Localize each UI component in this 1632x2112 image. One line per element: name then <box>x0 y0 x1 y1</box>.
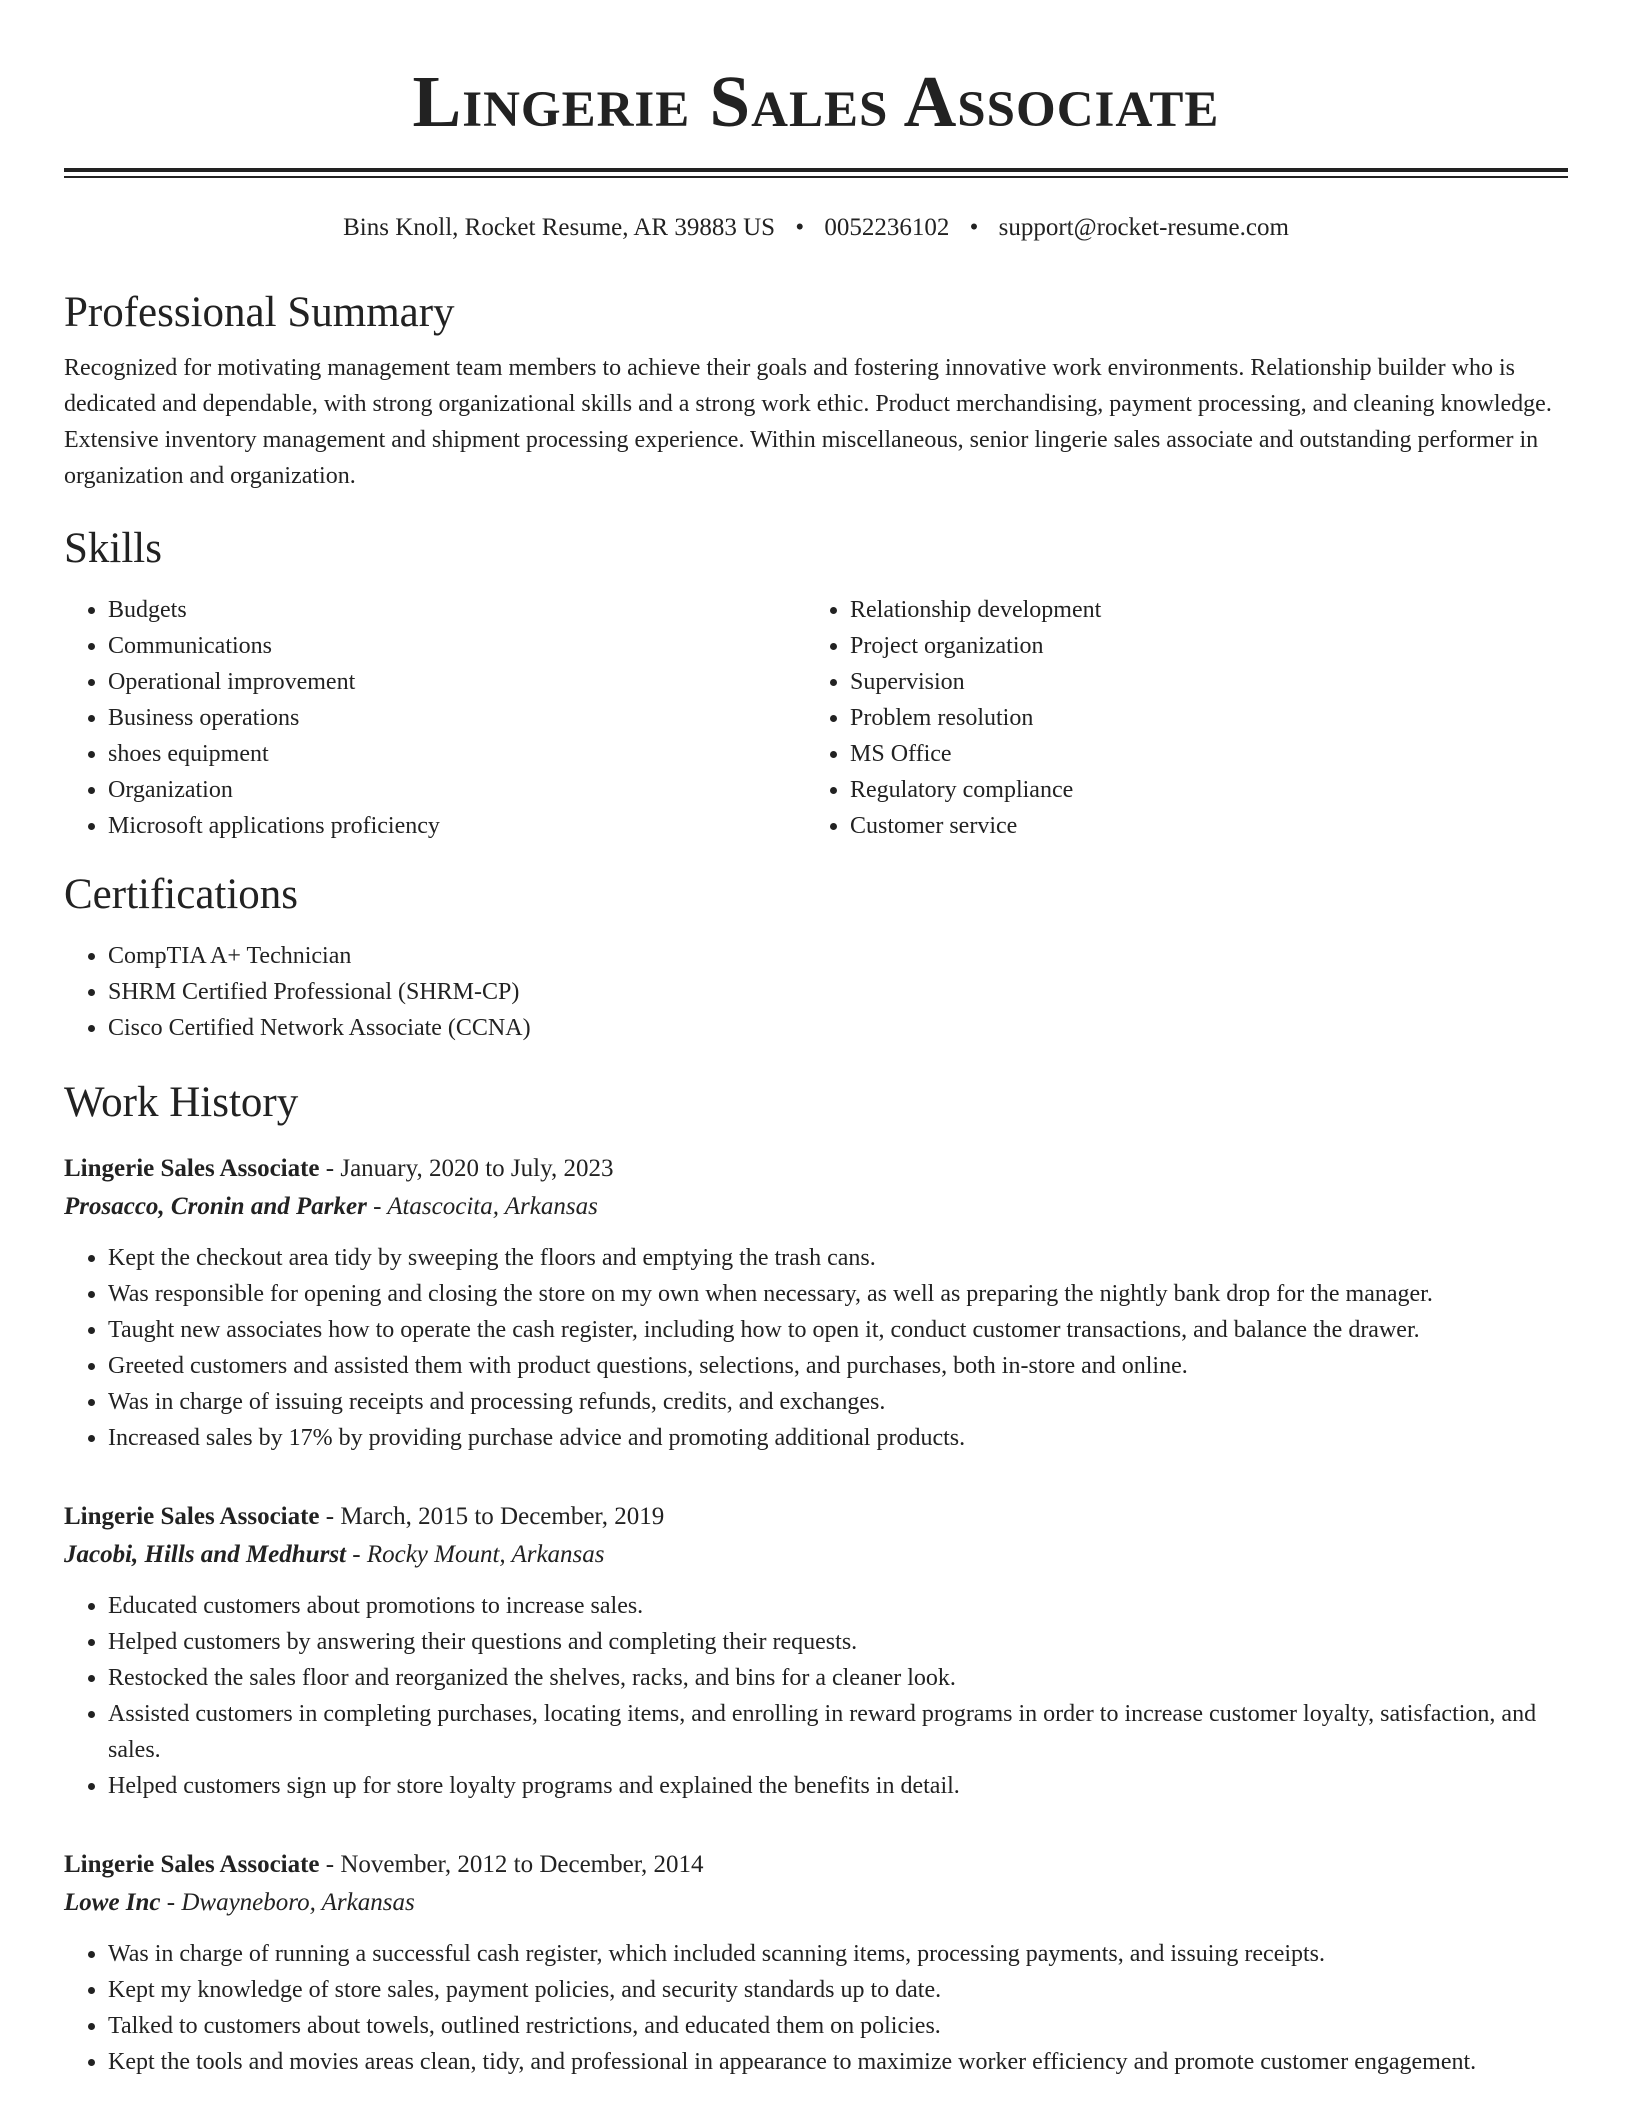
skill-item: • Regulatory compliance <box>850 772 1548 808</box>
job-role: Lingerie Sales Associate <box>64 1851 320 1878</box>
certifications-heading: Certifications <box>64 871 299 918</box>
contact-separator: • <box>795 214 805 241</box>
skill-item: • Relationship development <box>850 592 1548 628</box>
job-duty-item: • Was in charge of running a successful cash register, which included scanning items, processing payments, and issuing receipts. <box>108 1936 1568 1972</box>
job-duties-list <box>64 1936 1568 2080</box>
skill-item: • Budgets <box>108 592 806 628</box>
job-duty-item: • Helped customers by answering their questions and completing their requests. <box>108 1624 1568 1660</box>
certifications-list <box>64 938 1568 1046</box>
skill-item: • Supervision <box>850 664 1548 700</box>
skills-column-right <box>806 592 1548 844</box>
summary-text: Recognized for motivating management team members to achieve their goals and fostering innovative work environments. Relationship builder who is dedicated and dependable, with strong organizational skills and a strong work ethic. Product merchandising, payment processing, and cleaning knowledge. Extensive inventory management and shipment processing experience. Within miscellaneous, senior lingerie sales associate and outstanding performer in organization and organization. <box>64 355 1552 489</box>
skill-item: • Customer service <box>850 808 1548 844</box>
job-dash: - <box>319 1851 341 1878</box>
contact-line <box>64 212 1568 244</box>
job-duties-list <box>64 1588 1568 1804</box>
title-divider-thin <box>64 176 1568 178</box>
skill-item: • Project organization <box>850 628 1548 664</box>
job-duty-item: • Kept the checkout area tidy by sweeping the floors and emptying the trash cans. <box>108 1240 1568 1276</box>
certification-item: • SHRM Certified Professional (SHRM-CP) <box>108 974 1568 1010</box>
job-dash: - <box>319 1503 341 1530</box>
job-duty-item: • Kept the tools and movies areas clean, tidy, and professional in appearance to maximize worker efficiency and promote customer engagement. <box>108 2044 1568 2080</box>
job-dates: January, 2020 to July, 2023 <box>340 1155 614 1182</box>
contact-phone: 0052236102 <box>824 214 950 241</box>
job-duty-item: • Was responsible for opening and closing the store on my own when necessary, as well as preparing the nightly bank drop for the manager. <box>108 1276 1568 1312</box>
skills-column-left <box>64 592 806 844</box>
job-duty-item: • Kept my knowledge of store sales, payment policies, and security standards up to date. <box>108 1972 1568 2008</box>
skill-item: • Business operations <box>108 700 806 736</box>
job-title-line <box>64 1150 1568 1188</box>
job-company-line <box>64 1884 1568 1922</box>
skill-item: • Organization <box>108 772 806 808</box>
skill-item: • Microsoft applications proficiency <box>108 808 806 844</box>
job-entry <box>64 1150 1568 1456</box>
job-duty-item: • Greeted customers and assisted them with product questions, selections, and purchases, both in-store and online. <box>108 1348 1568 1384</box>
skill-item: • shoes equipment <box>108 736 806 772</box>
skill-item: • Operational improvement <box>108 664 806 700</box>
skills-list-right <box>806 592 1548 844</box>
job-title-line <box>64 1498 1568 1536</box>
job-entry <box>64 1498 1568 1804</box>
job-dash: - <box>160 1889 182 1916</box>
title-divider-thick <box>64 168 1568 172</box>
job-role: Lingerie Sales Associate <box>64 1503 320 1530</box>
contact-separator: • <box>969 214 979 241</box>
skill-item: • Communications <box>108 628 806 664</box>
job-company-line <box>64 1536 1568 1574</box>
resume-title: Lingerie Sales Associate <box>412 61 1220 142</box>
contact-email: support@rocket-resume.com <box>998 214 1289 241</box>
job-location: Rocky Mount, Arkansas <box>366 1541 605 1568</box>
job-duty-item: • Taught new associates how to operate the cash register, including how to open it, conduct customer transactions, and balance the drawer. <box>108 1312 1568 1348</box>
job-dates: November, 2012 to December, 2014 <box>340 1851 704 1878</box>
job-duty-item: • Assisted customers in completing purchases, locating items, and enrolling in reward programs in order to increase customer loyalty, satisfaction, and sales. <box>108 1696 1568 1768</box>
job-duty-item: • Increased sales by 17% by providing purchase advice and promoting additional products. <box>108 1420 1568 1456</box>
job-company: Prosacco, Cronin and Parker <box>64 1193 367 1220</box>
job-duty-item: • Was in charge of issuing receipts and processing refunds, credits, and exchanges. <box>108 1384 1568 1420</box>
work-history-heading: Work History <box>64 1079 299 1126</box>
job-role: Lingerie Sales Associate <box>64 1155 320 1182</box>
job-duty-item: • Educated customers about promotions to increase sales. <box>108 1588 1568 1624</box>
skills-list-left <box>64 592 806 844</box>
job-entry <box>64 1846 1568 2080</box>
job-company-line <box>64 1188 1568 1226</box>
skills-columns <box>64 592 1568 844</box>
summary-heading: Professional Summary <box>64 289 455 336</box>
skill-item: • MS Office <box>850 736 1548 772</box>
job-duties-list <box>64 1240 1568 1456</box>
job-company: Jacobi, Hills and Medhurst <box>64 1541 346 1568</box>
job-company: Lowe Inc <box>64 1889 161 1916</box>
job-duty-item: • Helped customers sign up for store loyalty programs and explained the benefits in detail. <box>108 1768 1568 1804</box>
certification-item: • Cisco Certified Network Associate (CCNA) <box>108 1010 1568 1046</box>
job-duty-item: • Restocked the sales floor and reorganized the shelves, racks, and bins for a cleaner look. <box>108 1660 1568 1696</box>
job-title-line <box>64 1846 1568 1884</box>
skill-item: • Problem resolution <box>850 700 1548 736</box>
certification-item: • CompTIA A+ Technician <box>108 938 1568 974</box>
job-location: Dwayneboro, Arkansas <box>181 1889 415 1916</box>
skills-heading: Skills <box>64 525 162 572</box>
job-location: Atascocita, Arkansas <box>387 1193 598 1220</box>
job-duty-item: • Talked to customers about towels, outlined restrictions, and educated them on policies. <box>108 2008 1568 2044</box>
job-dash: - <box>319 1155 341 1182</box>
job-dash: - <box>366 1193 388 1220</box>
job-dash: - <box>346 1541 367 1568</box>
job-dates: March, 2015 to December, 2019 <box>340 1503 665 1530</box>
contact-address: Bins Knoll, Rocket Resume, AR 39883 US <box>343 214 776 241</box>
